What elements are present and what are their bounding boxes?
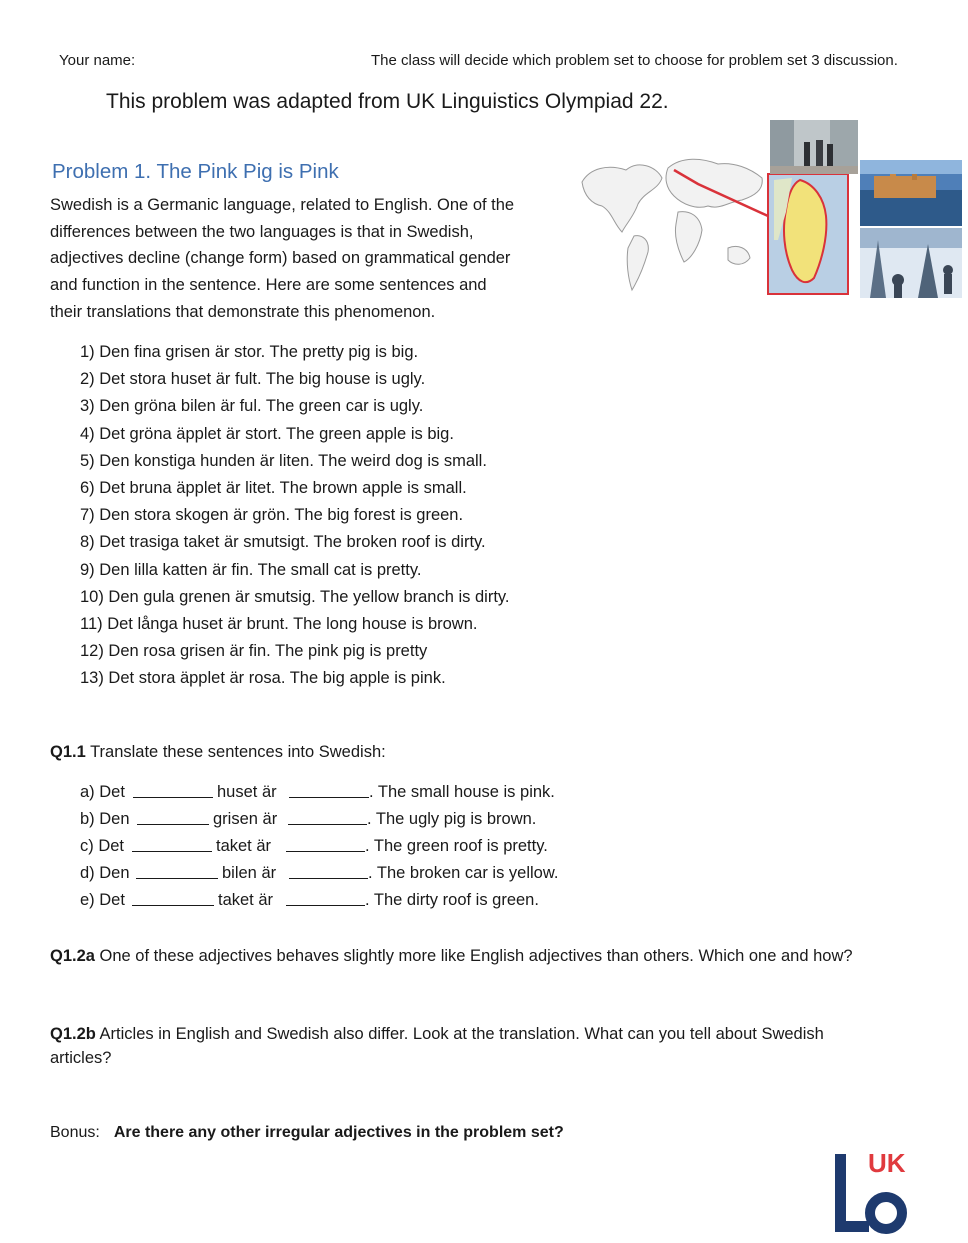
stockholm-photo-icon bbox=[860, 160, 962, 226]
list-item: 10) Den gula grenen är smutsig. The yellow branch is dirty. bbox=[80, 587, 510, 606]
q1-2a-label: Q1.2a bbox=[50, 947, 95, 965]
q1-2b-text: Articles in English and Swedish also differ. Look at the translation. What can you tell about Swedish bbox=[95, 1025, 824, 1043]
row-start: c) Det bbox=[80, 837, 125, 855]
row-end: . The ugly pig is brown. bbox=[367, 810, 537, 828]
problem-title: Problem 1. The Pink Pig is Pink bbox=[52, 160, 339, 183]
row-noun: taket är bbox=[218, 891, 274, 909]
list-item: 9) Den lilla katten är fin. The small cat is pretty. bbox=[80, 560, 422, 579]
your-name-label: Your name: bbox=[59, 52, 136, 69]
intro-line: and function in the sentence. Here are some sentences and bbox=[50, 276, 487, 295]
answer-blank[interactable] bbox=[133, 783, 213, 798]
winter-photo-icon bbox=[860, 228, 962, 298]
row-noun: huset är bbox=[217, 783, 277, 801]
q1-1-label: Q1.1 bbox=[50, 743, 86, 761]
list-item: 4) Det gröna äpplet är stort. The green apple is big. bbox=[80, 424, 454, 443]
row-noun: taket är bbox=[216, 837, 272, 855]
intro-paragraph bbox=[50, 192, 570, 326]
list-item: 1) Den fina grisen är stor. The pretty pig is big. bbox=[80, 343, 419, 361]
sweden-image-collage bbox=[578, 120, 962, 302]
answer-blank[interactable] bbox=[286, 891, 365, 906]
q1-1-prompt bbox=[50, 743, 386, 762]
logo-uk-text: UK bbox=[868, 1148, 906, 1178]
intro-line: Swedish is a Germanic language, related to English. One of the bbox=[50, 196, 515, 214]
list-item: 8) Det trasiga taket är smutsigt. The broken roof is dirty. bbox=[80, 533, 486, 552]
intro-line: their translations that demonstrate this phenomenon. bbox=[50, 302, 436, 321]
q1-2b-line bbox=[50, 1022, 930, 1046]
list-item: 12) Den rosa grisen är fin. The pink pig is pretty bbox=[80, 642, 428, 661]
list-item: 5) Den konstiga hunden är liten. The weird dog is small. bbox=[80, 451, 487, 470]
answer-blank[interactable] bbox=[132, 837, 212, 852]
sweden-map-icon bbox=[768, 174, 848, 294]
answer-blank[interactable] bbox=[132, 891, 214, 906]
list-item: 2) Det stora huset är fult. The big house is ugly. bbox=[80, 370, 426, 389]
list-item: 6) Det bruna äpplet är litet. The brown apple is small. bbox=[80, 479, 467, 498]
row-end: . The dirty roof is green. bbox=[365, 891, 539, 909]
list-item: 7) Den stora skogen är grön. The big forest is green. bbox=[80, 506, 464, 525]
example-sentences-list bbox=[80, 339, 510, 693]
intro-line: differences between the two languages is that in Swedish, bbox=[50, 222, 474, 241]
list-item: 11) Det långa huset är brunt. The long house is brown. bbox=[80, 615, 478, 634]
q1-2b-prompt bbox=[50, 1022, 930, 1070]
bonus-label: Bonus: bbox=[50, 1124, 100, 1141]
row-start: b) Den bbox=[80, 810, 130, 828]
uklo-logo bbox=[830, 1148, 914, 1238]
street-photo-icon bbox=[770, 120, 858, 174]
row-start: d) Den bbox=[80, 864, 130, 882]
answer-blank[interactable] bbox=[289, 783, 369, 798]
list-item: 3) Den gröna bilen är ful. The green car is ugly. bbox=[80, 397, 424, 416]
q1-2b-line: articles? bbox=[50, 1049, 112, 1067]
intro-line: adjectives decline (change form) based on grammatical gender bbox=[50, 249, 511, 268]
row-start: e) Det bbox=[80, 891, 125, 909]
bonus-text: Are there any other irregular adjectives in the problem set? bbox=[113, 1124, 564, 1141]
q1-2b-label: Q1.2b bbox=[50, 1025, 96, 1043]
class-note: The class will decide which problem set to choose for problem set 3 discussion. bbox=[371, 52, 898, 69]
answer-blank[interactable] bbox=[289, 864, 368, 879]
q1-2a-prompt bbox=[50, 947, 853, 966]
adapted-note: This problem was adapted from UK Linguistics Olympiad 22. bbox=[106, 90, 669, 113]
row-end: . The green roof is pretty. bbox=[365, 837, 548, 855]
list-item: 13) Det stora äpplet är rosa. The big apple is pink. bbox=[80, 669, 446, 688]
row-end: . The small house is pink. bbox=[369, 783, 555, 801]
bonus-question bbox=[50, 1124, 564, 1142]
answer-blank[interactable] bbox=[136, 864, 218, 879]
q1-1-text: Translate these sentences into Swedish: bbox=[85, 743, 386, 761]
q1-2a-text: One of these adjectives behaves slightly more like English adjectives than others. Which one and how? bbox=[94, 947, 853, 965]
row-start: a) Det bbox=[80, 783, 125, 801]
row-end: . The broken car is yellow. bbox=[368, 864, 559, 882]
answer-blank[interactable] bbox=[286, 837, 365, 852]
answer-blank[interactable] bbox=[137, 810, 209, 825]
row-noun: bilen är bbox=[222, 864, 277, 882]
row-noun: grisen är bbox=[213, 810, 278, 828]
answer-blank[interactable] bbox=[288, 810, 367, 825]
world-map-icon bbox=[582, 159, 762, 290]
